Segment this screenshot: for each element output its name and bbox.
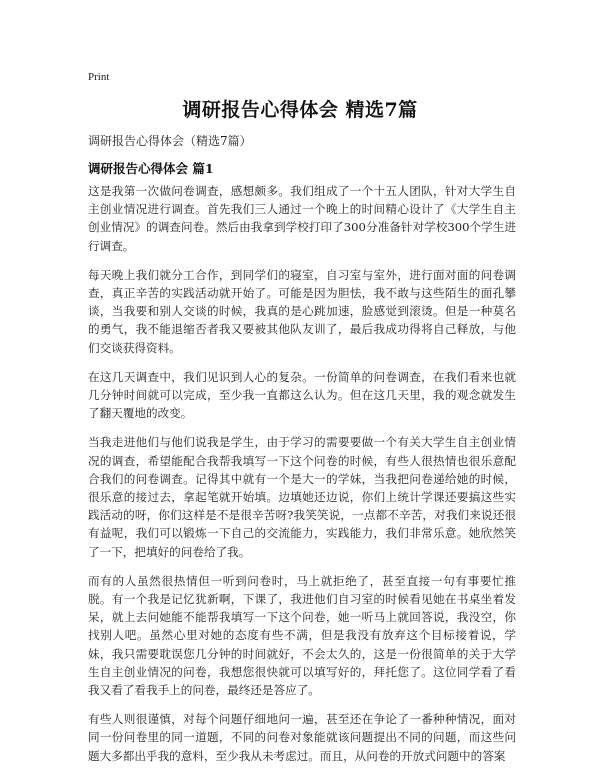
paragraph: 这是我第一次做问卷调查，感想颇多。我们组成了一个十五人团队，针对大学生自主创业情况进行调查。首先我们三人通过一个晚上的时间精心设计了《大学生自主创业情况》的调查问卷。然后由我拿到学校打印了300分准备针对学校300个学生进行调查。	[88, 184, 516, 253]
document-subtitle: 调研报告心得体会（精选7篇）	[88, 134, 252, 148]
body-text	[88, 182, 516, 776]
section-heading: 调研报告心得体会 篇1	[88, 161, 214, 176]
print-link[interactable]: Print	[88, 71, 110, 83]
paragraph: 每天晚上我们就分工合作，到同学们的寝室，自习室与室外，进行面对面的问卷调查，真正辛苦的实践活动就开始了。可能是因为胆怯，我不敢与这些陌生的面孔攀谈，当我要和别人交谈的时候，我真的是心跳加速，脸感觉到滚烫。但是一种莫名的勇气，我不能退缩否者我又要被其他队友训了，最后我成功得将自己释放，与他们交谈获得资料。	[88, 267, 516, 355]
paragraph: 有些人则很谨慎，对每个问题仔细地问一遍，甚至还在争论了一番种种情况，面对同一份问卷里的同一道题，不同的问卷对象能就该问题提出不同的问题，而这些问题大多都出乎我的意料，至少我从未考虑过。而且，从问卷的开放式问题中的答案	[88, 712, 516, 763]
document-title: 调研报告心得体会 精选7篇	[182, 99, 418, 121]
paragraph: 而有的人虽然很热情但一听到问卷时，马上就拒绝了，甚至直接一句有事要忙推脱。有一个我是记忆犹新啊，下课了，我进他们自习室的时候看见她在书桌坐着发呆，就上去问她能不能帮我填写一下这个问卷，她一听马上就回答说，我没空，你找别人吧。虽然心里对她的态度有些不满，但是我没有放弃这个目标接着说，学妹，我只需要耽误您几分钟的时间就好，不会太久的，这是一份很简单的关于大学生自主创业情况的问卷，我想您很快就可以填写好的，拜托您了。这位同学看了看我又看了看我手上的问卷，最终还是答应了。	[88, 573, 516, 698]
paragraph: 当我走进他们与他们说我是学生，由于学习的需要要做一个有关大学生自主创业情况的调查，希望能配合我帮我填写一下这个问卷的时候，有些人很热情也很乐意配合我们的问卷调查。记得其中就有一个是大一的学妹，当我把问卷递给她的时候，很乐意的接过去，拿起笔就开始填。边填她还边说，你们上统计学课还要搞这些实践活动的呀，你们这样是不是很辛苦呀?我笑笑说，一点都不辛苦，对我们来说还很有益呢，我们可以锻炼一下自己的交流能力，实践能力，我们非常乐意。她欣然笑了一下，把填好的问卷给了我。	[88, 435, 516, 559]
paragraph: 在这几天调查中，我们见识到人心的复杂。一份简单的问卷调查，在我们看来也就几分钟时间就可以完成，至少我一直都这么认为。但在这几天里，我的观念就发生了翻天覆地的改变。	[88, 369, 516, 421]
